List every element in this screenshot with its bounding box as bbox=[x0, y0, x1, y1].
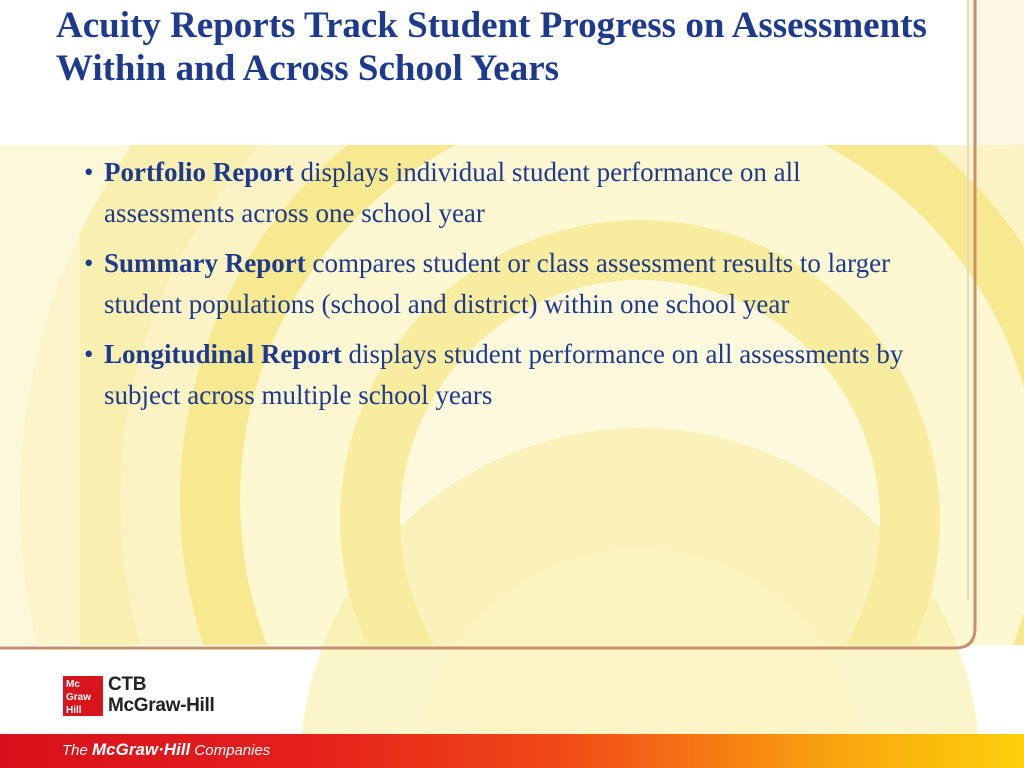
bullet-text: displays student performance on all assessments by subject across multiple school years bbox=[104, 339, 904, 410]
bullet-term: Summary Report bbox=[104, 248, 306, 278]
slide-title: Acuity Reports Track Student Progress on Assessments Within and Across School Years bbox=[56, 5, 927, 89]
ctb-logo-text bbox=[108, 674, 215, 716]
bullet-term: Longitudinal Report bbox=[104, 339, 342, 369]
footer-brand: McGraw·Hill bbox=[92, 740, 191, 759]
logo-name-line2: McGraw-Hill bbox=[108, 695, 215, 716]
mcgraw-hill-logo-mark bbox=[63, 676, 103, 716]
svg-text:Graw: Graw bbox=[66, 692, 92, 703]
bullet-summary-report bbox=[84, 243, 934, 325]
bullet-longitudinal-report bbox=[84, 334, 934, 416]
bullet-marker: • bbox=[84, 157, 94, 187]
bullet-marker: • bbox=[84, 248, 94, 278]
svg-text:Hill: Hill bbox=[66, 705, 82, 716]
bullet-text: compares student or class assessment results to larger student populations (school and district) within one school year bbox=[104, 248, 891, 319]
footer-text bbox=[62, 740, 270, 761]
footer-prefix: The bbox=[62, 742, 93, 759]
bullet-text: displays individual student performance on all assessments across one school year bbox=[104, 157, 801, 228]
footer-suffix: Companies bbox=[190, 742, 271, 759]
bullet-marker: • bbox=[84, 339, 94, 369]
logo-name-line1: CTB bbox=[108, 674, 147, 695]
bullet-term: Portfolio Report bbox=[104, 157, 294, 187]
svg-text:Mc: Mc bbox=[66, 679, 80, 690]
footer-bar bbox=[0, 734, 1024, 768]
bullet-portfolio-report bbox=[84, 152, 934, 234]
bullet-list bbox=[84, 152, 934, 425]
